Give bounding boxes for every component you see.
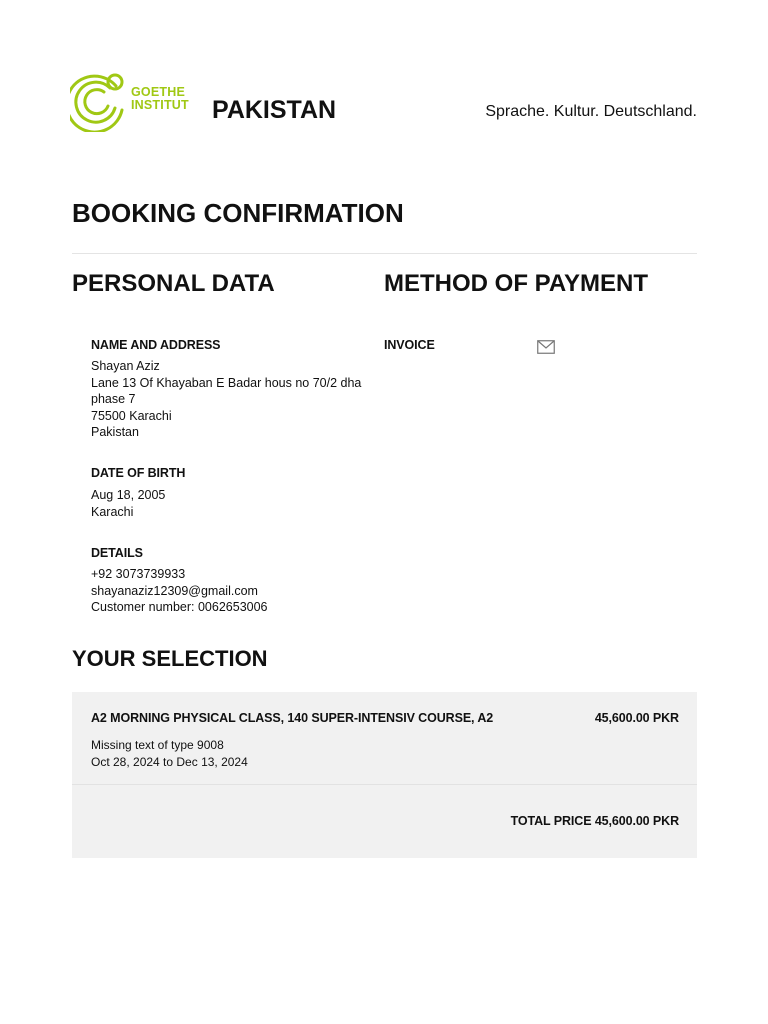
logo-line-2: INSTITUT bbox=[131, 98, 189, 112]
name-address-block bbox=[91, 358, 371, 441]
tagline: Sprache. Kultur. Deutschland. bbox=[485, 103, 697, 120]
personal-data-heading: PERSONAL DATA bbox=[72, 270, 275, 297]
logo-wordmark bbox=[131, 86, 189, 112]
logo-line-1: GOETHE bbox=[131, 85, 185, 99]
course-details bbox=[91, 737, 248, 770]
address-line-1: Lane 13 Of Khayaban E Badar hous no 70/2 dha bbox=[91, 375, 362, 390]
address-line-2: phase 7 bbox=[91, 392, 136, 406]
address-line-4: Pakistan bbox=[91, 425, 139, 439]
course-note: Missing text of type 9008 bbox=[91, 738, 224, 752]
selection-heading: YOUR SELECTION bbox=[72, 646, 268, 671]
details-label: DETAILS bbox=[91, 546, 143, 560]
address-line-3: 75500 Karachi bbox=[91, 408, 172, 423]
birth-place: Karachi bbox=[91, 504, 134, 519]
payment-heading: METHOD OF PAYMENT bbox=[384, 270, 649, 297]
phone-number: +92 3073739933 bbox=[91, 567, 186, 581]
country-name: PAKISTAN bbox=[212, 96, 337, 124]
date-of-birth-label: DATE OF BIRTH bbox=[91, 466, 186, 480]
date-of-birth-block bbox=[91, 487, 165, 520]
details-block bbox=[91, 566, 268, 616]
envelope-icon bbox=[537, 340, 555, 354]
page-title: BOOKING CONFIRMATION bbox=[72, 198, 404, 228]
title-divider bbox=[72, 253, 697, 254]
name-address-label: NAME AND ADDRESS bbox=[91, 338, 221, 352]
birth-date: Aug 18, 2005 bbox=[91, 488, 166, 502]
email-address: shayanaziz12309@gmail.com bbox=[91, 583, 258, 598]
course-price: 45,600.00 PKR bbox=[594, 711, 679, 725]
customer-number: Customer number: 0062653006 bbox=[91, 600, 268, 614]
invoice-label: INVOICE bbox=[384, 338, 435, 352]
course-dates: Oct 28, 2024 to Dec 13, 2024 bbox=[91, 754, 248, 769]
name-line: Shayan Aziz bbox=[91, 359, 160, 373]
total-price: TOTAL PRICE 45,600.00 PKR bbox=[510, 814, 679, 828]
selection-divider bbox=[72, 784, 697, 785]
course-title: A2 MORNING PHYSICAL CLASS, 140 SUPER-INTENSIV COURSE, A2 bbox=[91, 711, 494, 725]
